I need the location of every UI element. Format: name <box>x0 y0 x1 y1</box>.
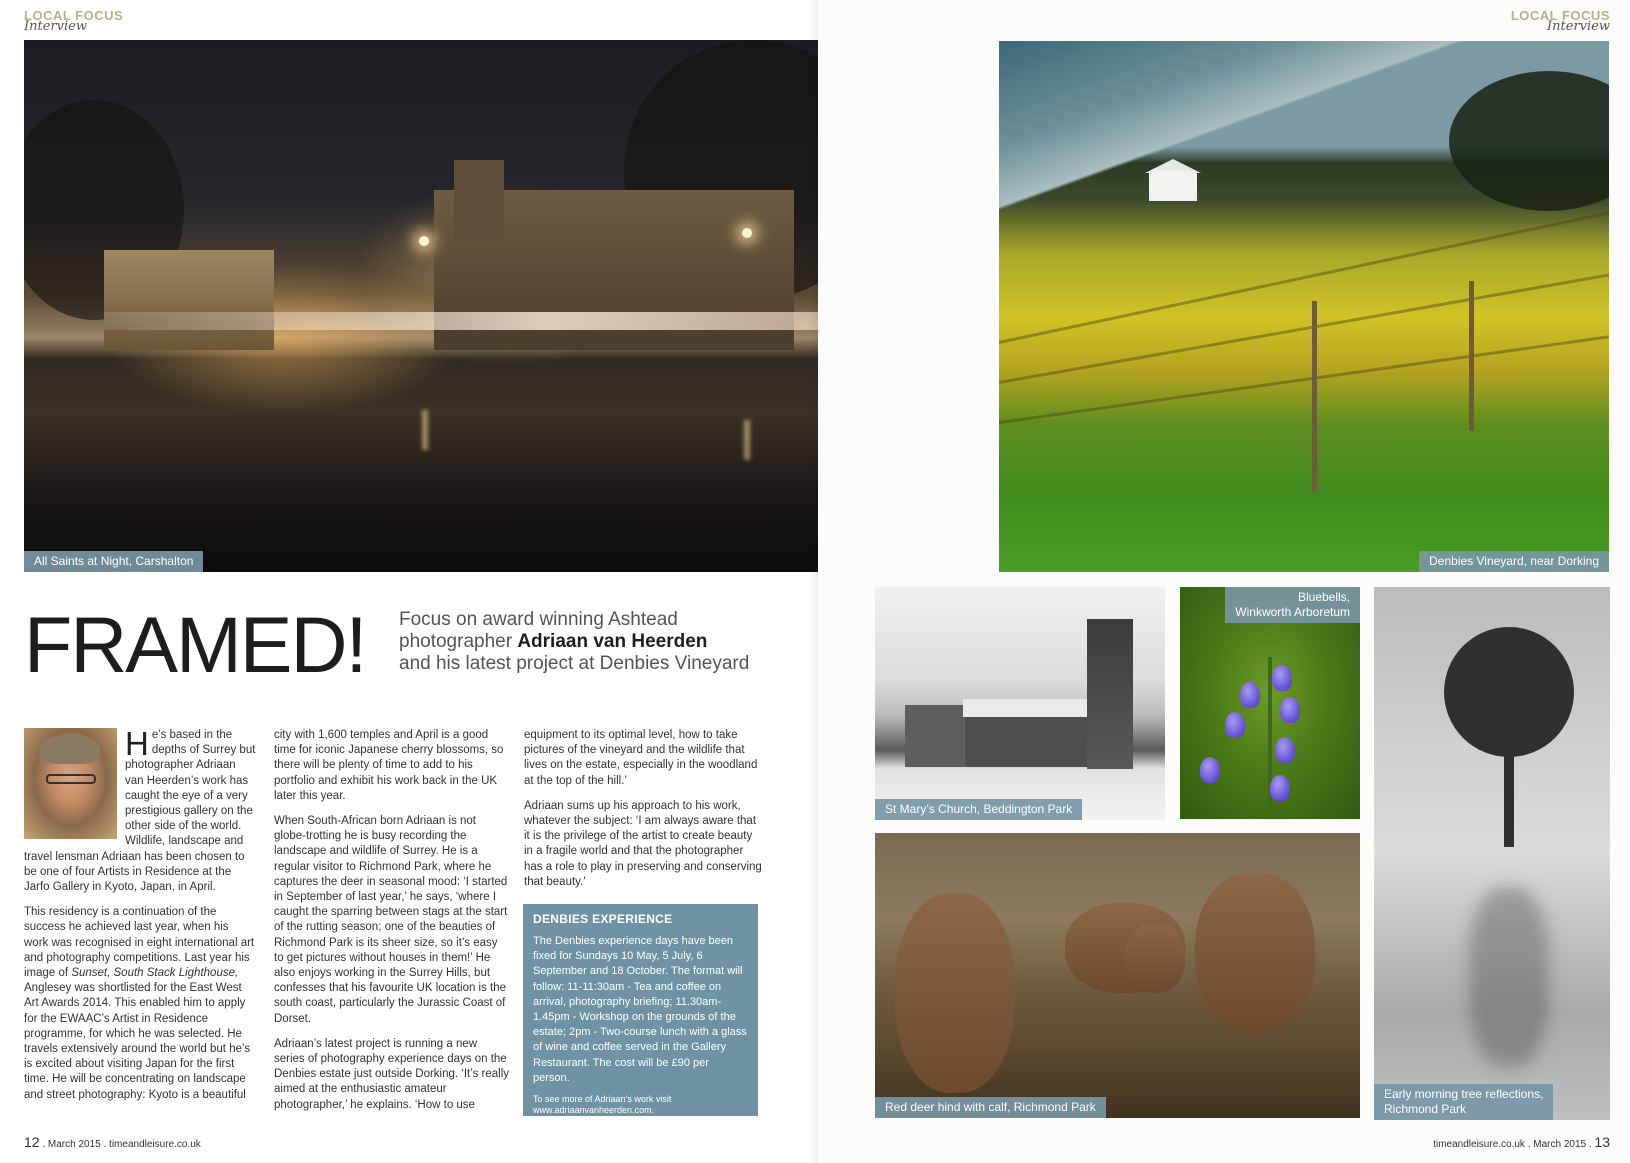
portrait-hair <box>40 734 100 764</box>
caption-line: Winkworth Arboretum <box>1235 605 1350 619</box>
bluebell-flower <box>1280 697 1300 723</box>
photographer-name: Adriaan van Heerden <box>517 631 708 652</box>
box-footnote <box>533 1094 748 1116</box>
standfirst <box>399 609 819 675</box>
page-number: 12 <box>24 1134 40 1150</box>
bluebell-flower <box>1275 737 1295 763</box>
lamp-reflection <box>744 420 750 460</box>
bluebell-flower <box>1240 682 1260 708</box>
paragraph-text: e’s based in the depths of Surrey but photographer Adriaan van Heerden’s work has caught the eye of a very prestigious gallery on the other side of the world. Wildlife, landscape and travel lensman Adriaan has been chosen to be one of four Artists in Residence at the Jarfo Gallery in Kyoto, Japan, in April. <box>24 729 256 894</box>
church-chapel <box>905 705 965 767</box>
article-paragraph: city with 1,600 temples and April is a good time for iconic Japanese cherry blossoms, so there will be plenty of time to add to his portfolio and exhibit his work back in the UK later this year. <box>274 729 504 802</box>
photo-caption: All Saints at Night, Carshalton <box>24 551 203 572</box>
caption-line: Richmond Park <box>1384 1102 1467 1116</box>
box-body: The Denbies experience days have been fixed for Sundays 10 May, 5 July, 6 September and 18 October. The format will follow: 11-11:30am - Tea and coffee on arrival, photography briefing; 11.30am- 1.45pm - Workshop on the grounds of the estate; 2pm - Two-course lunch with a glass of wine and coffee served in the Gallery Restaurant. The cost will be £90 per person. <box>533 935 747 1084</box>
headline: FRAMED! <box>24 600 366 689</box>
folio-left <box>24 1134 201 1150</box>
church-tower <box>454 160 504 240</box>
paragraph-text: This residency is a continuation of the success he achieved last year, when his work was recognised in eight international art and photography competitions. Last year his image of <box>24 906 255 980</box>
standfirst-line <box>399 631 819 653</box>
vine-row <box>999 270 1609 384</box>
tree-reflection <box>1469 887 1549 1067</box>
photo-st-marys-church <box>875 587 1165 820</box>
article-column-1 <box>24 725 256 1113</box>
caption-line: Early morning tree reflections, <box>1384 1087 1544 1101</box>
article-paragraph: equipment to its optimal level, how to take pictures of the vineyard and the wildlife that lives on the estate, especially in the woodland at the top of the hill.’ <box>524 729 758 787</box>
folio-right <box>1433 1134 1610 1150</box>
street-lamp <box>419 236 429 246</box>
vine-row <box>999 208 1609 344</box>
vine-post <box>1469 281 1474 431</box>
photo-caption: St Mary’s Church, Beddington Park <box>875 799 1082 820</box>
standfirst-line: Focus on award winning Ashtead <box>399 609 678 630</box>
vine-post <box>1312 301 1317 491</box>
standfirst-prefix: photographer <box>399 631 518 652</box>
standfirst-line: and his latest project at Denbies Vineyard <box>399 653 750 674</box>
photo-caption <box>1374 1084 1553 1120</box>
photographer-portrait <box>24 728 117 839</box>
tree-silhouette <box>1449 71 1609 211</box>
article-paragraph: Adriaan sums up his approach to his work, whatever the subject: ‘I am always aware that it is the privilege of the artist to create beauty in a fragile world and that the photographer has a role to play in preserving and conserving that beauty.’ <box>524 799 762 888</box>
folio-text: timeandleisure.co.uk . March 2015 . <box>1433 1139 1595 1150</box>
photo-bluebells <box>1180 587 1360 819</box>
church-nave <box>965 712 1090 767</box>
photo-misty-tree <box>1374 587 1610 1120</box>
portrait-glasses <box>46 774 96 784</box>
caption-line: Bluebells, <box>1297 590 1350 604</box>
bluebell-flower <box>1200 757 1220 783</box>
article-column-3 <box>524 728 764 900</box>
vine-row <box>999 332 1609 424</box>
deer-hind <box>895 893 1015 1093</box>
folio-text: . March 2015 . timeandleisure.co.uk <box>39 1139 201 1150</box>
drop-cap: H <box>125 725 149 762</box>
street-lamp <box>742 228 752 238</box>
artwork-title: Sunset, South Stack Lighthouse, <box>71 967 239 980</box>
website-link[interactable]: www.adriaanvanheerden.com. <box>533 1105 655 1116</box>
photo-red-deer <box>875 833 1360 1118</box>
photo-denbies-vineyard <box>999 41 1609 572</box>
article-paragraph: When South-African born Adriaan is not globe-trotting he is busy recording the landscape and wildlife of Surrey. He is a regular visitor to Richmond Park, where he captures the deer in seasonal mood: ‘I started in September of last year,’ he says, ‘where I caught the sparring between stags at the start of the rutting season; one of the beauties of Richmond Park is its sheer size, so it’s easy to get pictures without houses in them!’ He also enjoys working in the Surrey Hills, but confesses that his favourite UK location is the south coast, particularly the Jurassic Coast of Dorset. <box>274 815 508 1025</box>
section-sublabel: Interview <box>1547 19 1610 34</box>
page-number: 13 <box>1594 1134 1610 1150</box>
bluebell-flower <box>1225 712 1245 738</box>
box-title: DENBIES EXPERIENCE <box>533 912 673 926</box>
paragraph-text: Anglesey was shortlisted for the East West Art Awards 2014. This enabled him to apply for the EWAAC’s Artist in Residence programme, for which he was selected. He travels extensively around the world but he’s is excited about visiting Japan for the first time. He will be concentrating on landscape and street photography: Kyoto is a beautiful <box>24 982 251 1101</box>
article-column-2 <box>274 728 510 1123</box>
snow-roof <box>963 699 1093 717</box>
section-label: LOCAL FOCUS <box>24 8 124 23</box>
photo-caption: Red deer hind with calf, Richmond Park <box>875 1097 1106 1118</box>
lamp-reflection <box>422 410 428 450</box>
section-sublabel: Interview <box>24 19 87 34</box>
tree-trunk <box>1504 737 1514 847</box>
farmhouse <box>1149 171 1197 201</box>
article-paragraph <box>24 905 256 1103</box>
section-label: LOCAL FOCUS <box>1510 8 1610 23</box>
denbies-experience-box <box>523 904 758 1116</box>
deer-hind <box>1195 873 1315 1033</box>
bluebell-flower <box>1270 775 1290 801</box>
pub-building <box>104 250 274 350</box>
photo-caption <box>1225 587 1360 623</box>
footnote-line: To see more of Adriaan’s work visit <box>533 1094 672 1105</box>
article-paragraph: Adriaan’s latest project is running a new series of photography experience days on the Denbies estate just outside Dorking. ‘It’s really aimed at the enthusiastic amateur photographer,’ he explains. ‘How to use <box>274 1037 510 1111</box>
photo-caption: Denbies Vineyard, near Dorking <box>1419 551 1609 572</box>
church-tower <box>1087 619 1133 769</box>
bluebell-flower <box>1272 665 1292 691</box>
deer-calf <box>1125 923 1185 993</box>
